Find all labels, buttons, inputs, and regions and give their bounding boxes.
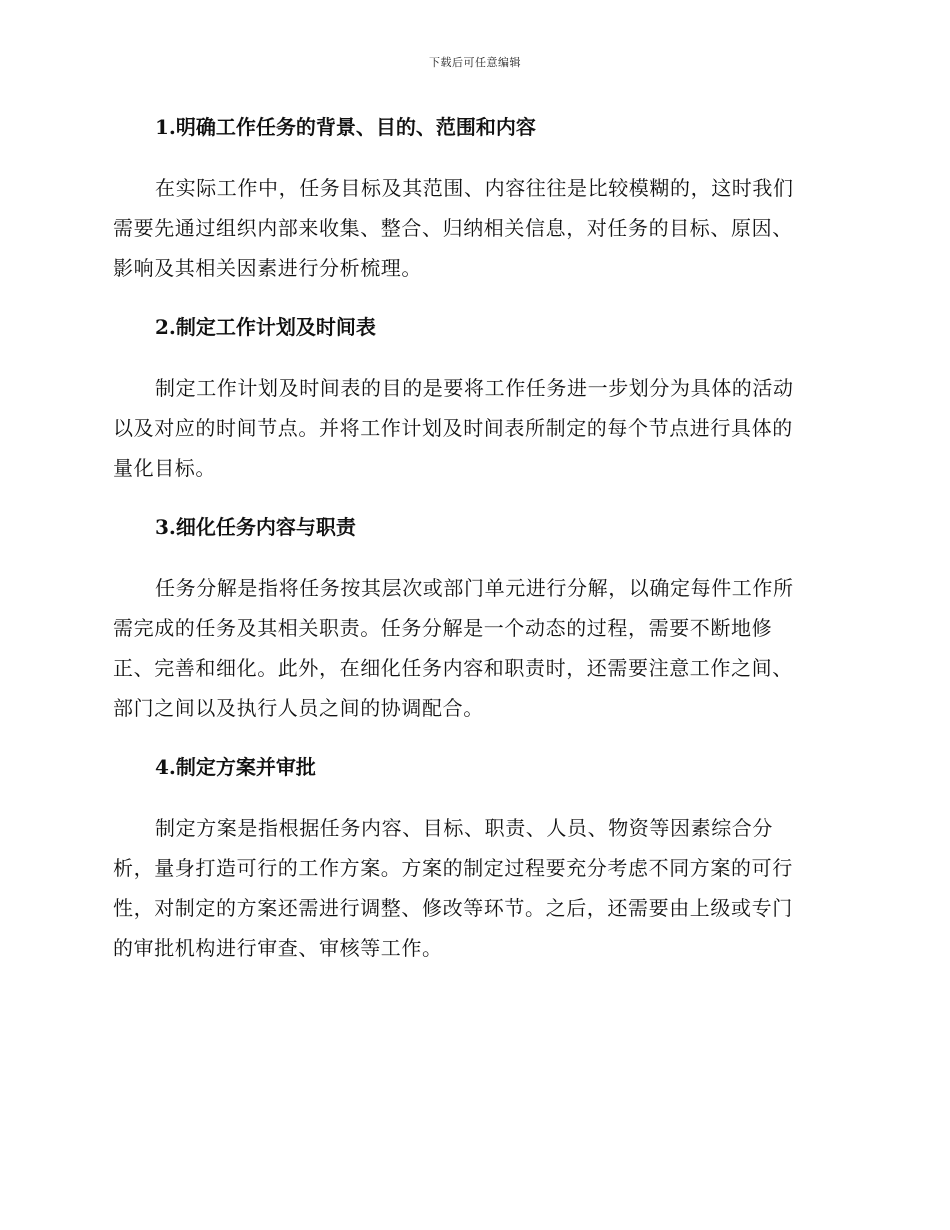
document-body [113,112,833,968]
paragraph-line: 以及对应的时间节点。并将工作计划及时间表所制定的每个节点进行具体的 [113,416,793,440]
paragraph-line: 性，对制定的方案还需进行调整、修改等环节。之后，还需要由上级或专门 [113,896,793,920]
section-4 [113,752,833,968]
section-paragraph [113,368,833,488]
paragraph-line: 影响及其相关因素进行分析梳理。 [113,256,422,280]
section-heading: 3.细化任务内容与职责 [155,515,356,539]
paragraph-line: 在实际工作中，任务目标及其范围、内容往往是比较模糊的，这时我们 [155,176,794,200]
paragraph-line: 任务分解是指将任务按其层次或部门单元进行分解，以确定每件工作所 [155,576,794,600]
section-heading: 2.制定工作计划及时间表 [155,315,376,339]
paragraph-line: 量化目标。 [113,456,216,480]
paragraph-line: 部门之间以及执行人员之间的协调配合。 [113,696,484,720]
paragraph-line: 制定工作计划及时间表的目的是要将工作任务进一步划分为具体的活动 [155,376,794,400]
section-heading: 1.明确工作任务的背景、目的、范围和内容 [155,115,536,139]
section-1 [113,112,833,288]
section-paragraph [113,568,833,728]
paragraph-line: 制定方案是指根据任务内容、目标、职责、人员、物资等因素综合分 [155,816,773,840]
section-paragraph [113,168,833,288]
section-heading: 4.制定方案并审批 [155,755,316,779]
paragraph-line: 需完成的任务及其相关职责。任务分解是一个动态的过程，需要不断地修 [113,616,773,640]
section-3 [113,512,833,728]
paragraph-line: 需要先通过组织内部来收集、整合、归纳相关信息，对任务的目标、原因、 [113,216,793,240]
paragraph-line: 的审批机构进行审查、审核等工作。 [113,936,443,960]
paragraph-line: 析，量身打造可行的工作方案。方案的制定过程要充分考虑不同方案的可行 [113,856,793,880]
page-header: 下载后可任意编辑 [429,56,521,69]
section-2 [113,312,833,488]
paragraph-line: 正、完善和细化。此外，在细化任务内容和职责时，还需要注意工作之间、 [113,656,793,680]
section-paragraph [113,808,833,968]
